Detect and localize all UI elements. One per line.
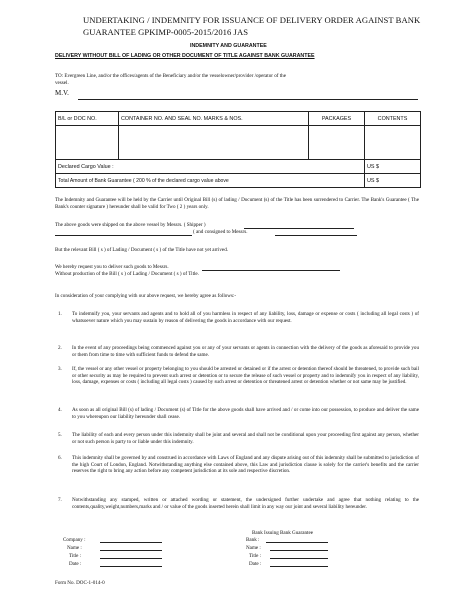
- document-title-line2: GUARANTEE GPKIMP-0005-2015/2016 JAS: [83, 27, 249, 37]
- clause-7-text: Notwithstanding any stamped, written or attached wording or statement, the undersigned further undertake and agree that nothing relating to the contents,quality,weight,numbers,marks and / or value of the goods inserted herein shall limit in any way our joint and several liability hereunder.: [72, 497, 419, 510]
- sig-right-date-label: Date :: [249, 561, 262, 567]
- header-contents: CONTENTS: [365, 112, 421, 126]
- total-guarantee-label: Total Amount of Bank Guarantee ( 200 % of the declared cargo value above: [56, 174, 365, 188]
- declared-value-row: [56, 160, 421, 174]
- cargo-table-header-row: [56, 112, 421, 126]
- sig-left-company-line: [100, 542, 162, 543]
- sig-right-date-line: [270, 566, 328, 567]
- cell-packages: [309, 126, 365, 160]
- total-guarantee-row: [56, 174, 421, 188]
- shipper-fill-line: [244, 228, 354, 229]
- cell-bl-no: [56, 126, 119, 160]
- addressee-line1: TO: Evergreen Line, and/or the offices/agents of the Beneficiary and/or the vesselowner/provider /operator of the: [55, 73, 286, 79]
- sig-left-company-label: Company :: [63, 537, 86, 543]
- consignee-fill-line: [275, 235, 357, 236]
- sig-left-name-label: Name :: [67, 545, 82, 551]
- sig-right-bank-label: Bank :: [246, 537, 260, 543]
- sig-left-date-line: [100, 566, 162, 567]
- addressee-line2: vessel.: [55, 80, 69, 86]
- clause-2-number: 2.: [58, 345, 62, 351]
- header-packages: PACKAGES: [309, 112, 365, 126]
- deliver-to-fill-line: [202, 270, 340, 271]
- sig-right-name-line: [270, 550, 328, 551]
- shipper-fill-line-2: [55, 235, 192, 236]
- sig-right-title-line: [270, 558, 328, 559]
- sig-left-title-label: Title :: [69, 553, 82, 559]
- shipped-line2: ( and consigned to Messrs.: [193, 229, 248, 235]
- sig-right-title-label: Title :: [249, 553, 262, 559]
- intro-paragraph: The Indemnity and Guarantee will be held by the Carrier until Original Bill (s) of lading / Document (s) of the Title has been surrendered to Carrier. The Bank's Guarantee ( The Bank's counter signature ) hereunder shall be valid for Two ( 2 ) years only.: [55, 197, 419, 210]
- cargo-table: [55, 111, 421, 188]
- total-guarantee-currency: US $: [365, 174, 421, 188]
- clause-1-number: 1.: [58, 311, 62, 317]
- shipped-line1: The above goods were shipped on the above vessel by Messrs. ( Shipper ): [55, 222, 206, 228]
- mv-label: M.V.: [55, 89, 69, 97]
- document-title-line1: UNDERTAKING / INDEMNITY FOR ISSUANCE OF DELIVERY ORDER AGAINST BANK: [83, 15, 421, 25]
- clause-2-text: In the event of any proceedings being commenced against you or any of your servants or agents in connection with the delivery of the goods as aforesaid to provide you or them from time to time with sufficient funds to defend the same.: [72, 345, 419, 358]
- header-bl-no: B/L or DOC NO.: [56, 112, 119, 126]
- sig-right-name-label: Name :: [246, 545, 261, 551]
- cargo-table-body-row: [56, 126, 421, 160]
- clause-3-text: If, the vessel or any other vessel or property belonging to you should be arrested or detained or if the arrest or detention thereof should be threatened, to provide such bail or other security as may be required to prevent such arrest or detention or to secure the release of such vessel or property and to indemnify you in respect of any liability, loss, damage, expenses or costs ( including all legal costs ) caused by such arrest or detention or threatened arrest or detention whether or not same may be justified.: [72, 366, 419, 386]
- clause-1-text: To indemnify you, your servants and agents and to hold all of you harmless in respect of any liability, loss, damage or expense or costs ( including all legal costs ) of whatsoever nature which you may sustain by reason of delivering the goods in accordance with our request.: [72, 311, 419, 324]
- request-line1: We hereby request you to deliver such goods to Messrs.: [55, 264, 169, 270]
- form-number: Form No. DOC-1-014-0: [55, 580, 105, 586]
- clause-6-text: This indemnity shall be governed by and construed in accordance with Laws of England and any dispute arising out of this indemnity shall be submitted to jurisdiction of the high Court of London, England. Notwithstanding anything else contained above, this Law and jurisdiction clause is solely for the carrier's benefits and the carrier reserves the right to bring any action before any competent jurisdiction at its sole and respective discretion.: [72, 455, 419, 475]
- clause-4-text: As soon as all original Bill (s) of lading / Document (s) of Title for the above goods shall have arrived and / or come into our possession, to produce and deliver the same to you whereupon our liability hereunder shall cease.: [72, 407, 419, 420]
- request-line2: Without production of the Bill ( s ) of Lading / Document ( s ) of Title.: [55, 271, 199, 277]
- clause-6-number: 6.: [58, 455, 62, 461]
- document-subtitle: INDEMNITY AND GUARANTEE: [190, 43, 267, 49]
- declared-value-label: Declared Cargo Value :: [56, 160, 365, 174]
- sig-left-title-line: [100, 558, 162, 559]
- document-subtitle-underlined: DELIVERY WITHOUT BILL OF LADING OR OTHER DOCUMENT OF TITLE AGAINST BANK GUARANTEE: [55, 53, 315, 59]
- clause-4-number: 4.: [58, 407, 62, 413]
- sig-right-heading: Bank Issuing Bank Guarantee: [252, 530, 313, 536]
- declared-value-currency: US $: [365, 160, 421, 174]
- clause-5-text: The liability of each and every person under this indemnity shall be joint and several and shall not be conditional upon your proceeding first against any person, whether or not such person is party to or liable under this indemnity.: [72, 432, 419, 445]
- clause-7-number: 7.: [58, 497, 62, 503]
- consideration-line: In consideration of your complying with our above request, we hereby agree as follows:-: [55, 293, 237, 299]
- clause-3-number: 3.: [58, 366, 62, 372]
- not-arrived-line: But the relevant Bill ( s ) of Lading / Document ( s ) of the Title have not yet arrived.: [55, 247, 229, 253]
- sig-left-date-label: Date :: [69, 561, 82, 567]
- cell-container: [119, 126, 309, 160]
- sig-left-name-line: [100, 550, 162, 551]
- header-container: CONTAINER NO. AND SEAL NO. MARKS & NOS.: [119, 112, 309, 126]
- mv-fill-line: [78, 99, 418, 100]
- cell-contents: [365, 126, 421, 160]
- clause-5-number: 5.: [58, 432, 62, 438]
- sig-right-bank-line: [266, 542, 328, 543]
